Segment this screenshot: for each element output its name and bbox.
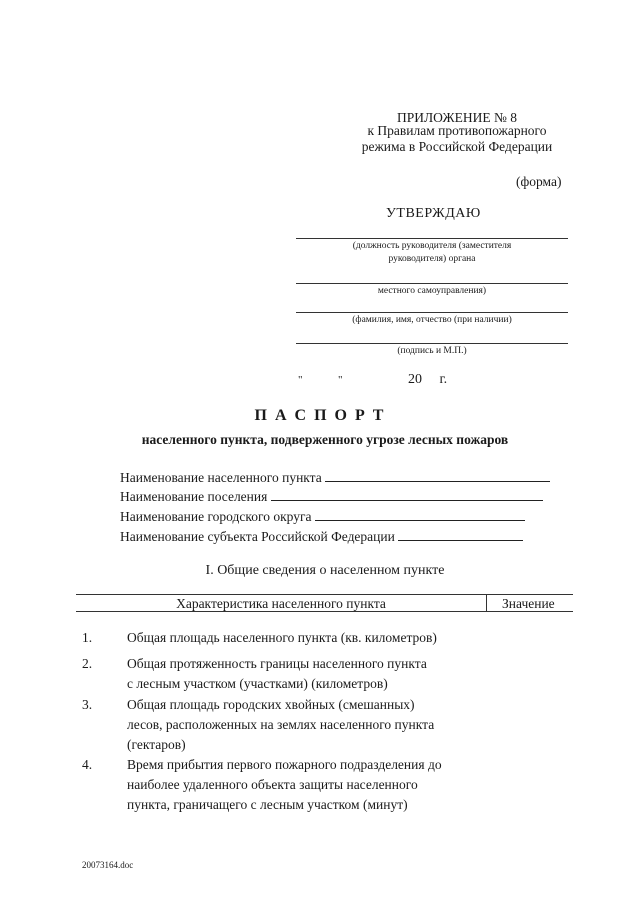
date-quote-open: " bbox=[298, 374, 303, 386]
field-settlement-name-label: Наименование населенного пункта bbox=[120, 470, 322, 485]
appendix-heading: ПРИЛОЖЕНИЕ № 8 bbox=[396, 110, 518, 125]
field-city-district-name bbox=[120, 507, 525, 525]
field-settlement-name-blank bbox=[325, 468, 550, 482]
field-city-district-name-label: Наименование городского округа bbox=[120, 509, 312, 524]
date-quote-close: " bbox=[338, 374, 343, 386]
date-year: 20 г. bbox=[408, 372, 448, 387]
field-municipality-name-label: Наименование поселения bbox=[120, 489, 268, 504]
row-text: Время прибытия первого пожарного подразделения до наиболее удаленного объекта защиты населенного пункта, граничащего с лесным участком (минут) bbox=[127, 757, 442, 812]
caption-name: (фамилия, имя, отчество (при наличии) bbox=[352, 315, 512, 325]
row-number: 4. bbox=[82, 757, 93, 772]
field-region-name-blank bbox=[398, 527, 523, 541]
signature-line-name bbox=[296, 312, 568, 313]
table-header-characteristic: Характеристика населенного пункта bbox=[176, 596, 386, 611]
file-name: 20073164.doc bbox=[82, 860, 134, 870]
signature-line-position bbox=[296, 238, 568, 239]
row-number: 1. bbox=[82, 630, 93, 645]
passport-title: П А С П О Р Т bbox=[254, 407, 386, 424]
field-region-name bbox=[120, 527, 523, 545]
field-settlement-name bbox=[120, 468, 550, 486]
caption-position-1: (должность руководителя (заместителя bbox=[352, 241, 512, 251]
signature-line-local bbox=[296, 283, 568, 284]
field-city-district-name-blank bbox=[315, 507, 525, 521]
appendix-rules-line: к Правилам противопожарного bbox=[367, 123, 547, 138]
caption-signature: (подпись и М.П.) bbox=[397, 346, 467, 356]
row-text: Общая площадь городских хвойных (смешанных) лесов, расположенных на землях населенного пункта (гектаров) bbox=[127, 697, 435, 752]
section-title: I. Общие сведения о населенном пункте bbox=[205, 563, 445, 578]
field-municipality-name bbox=[120, 487, 543, 505]
field-municipality-name-blank bbox=[271, 487, 543, 501]
row-number: 3. bbox=[82, 697, 93, 712]
table-top-rule bbox=[76, 594, 573, 595]
field-region-name-label: Наименование субъекта Российской Федерации bbox=[120, 529, 395, 544]
row-text: Общая протяженность границы населенного пункта с лесным участком (участками) (километров) bbox=[127, 656, 427, 691]
caption-position-2: руководителя) органа bbox=[388, 254, 476, 264]
signature-line-signature bbox=[296, 343, 568, 344]
row-text: Общая площадь населенного пункта (кв. километров) bbox=[127, 630, 437, 645]
passport-subtitle: населенного пункта, подверженного угрозе лесных пожаров bbox=[141, 432, 509, 447]
form-label: (форма) bbox=[516, 174, 562, 189]
table-header-value: Значение bbox=[502, 596, 555, 611]
table-header-bottom-rule bbox=[76, 611, 573, 612]
approve-title: УТВЕРЖДАЮ bbox=[386, 206, 481, 221]
appendix-regime-line: режима в Российской Федерации bbox=[361, 139, 553, 154]
caption-local: местного самоуправления) bbox=[377, 286, 487, 296]
row-number: 2. bbox=[82, 656, 93, 671]
table-header-divider bbox=[486, 594, 487, 611]
